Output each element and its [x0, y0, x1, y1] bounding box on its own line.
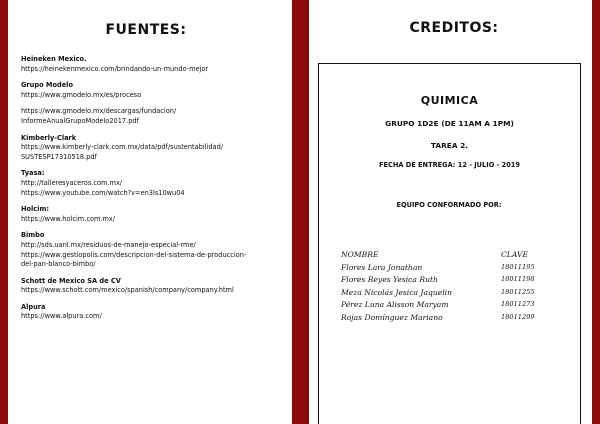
source-url: https://www.holcim.com.mx/ — [21, 214, 116, 223]
creditos-heading: CREDITOS: — [409, 20, 499, 36]
id-column-header: CLAVE — [501, 250, 528, 259]
source-entry — [21, 231, 289, 269]
member-row — [341, 263, 571, 276]
subject-title: QUIMICA — [420, 94, 479, 107]
team-label: EQUIPO CONFORMADO POR: — [396, 201, 502, 209]
source-name: Heineken Mexico. — [21, 55, 87, 63]
source-entry — [21, 205, 289, 224]
source-url: https://www.schott.com/mexico/spanish/company/company.html — [21, 286, 234, 295]
members-header — [341, 250, 571, 263]
member-id: 18011255 — [501, 287, 535, 296]
member-row — [341, 288, 571, 301]
source-entry — [21, 277, 289, 296]
member-id: 18011195 — [501, 262, 535, 271]
credits-card — [318, 63, 581, 424]
delivery-date: FECHA DE ENTREGA: 12 - JULIO - 2019 — [379, 161, 520, 169]
members-table — [341, 250, 571, 326]
source-url: del-pan-blanco-bimbo/ — [21, 260, 96, 269]
member-name: Pérez Luna Alisson Maryam — [341, 300, 449, 310]
source-url: SUSTESP17310518.pdf — [21, 152, 97, 161]
member-id: 18011273 — [501, 300, 535, 309]
sources-list — [21, 55, 289, 329]
source-url: https://heinekenmexico.com/brindando-un-mundo-mejor — [21, 64, 209, 73]
source-entry — [21, 107, 289, 126]
source-entry — [21, 134, 289, 163]
source-url: https://www.gmodelo.mx/es/proceso — [21, 90, 142, 99]
source-url: https://www.kimberly-clark.com.mx/data/pdf/sustentabilidad/ — [21, 143, 223, 152]
source-name: Holcim: — [21, 205, 49, 214]
member-id: 18011198 — [501, 275, 535, 284]
source-url: http://talleresyaceros.com.mx/ — [21, 178, 123, 187]
source-url: http://sds.uanl.mx/residuos-de-manejo-especial-rme/ — [21, 240, 196, 249]
source-url: InformeAnualGrupoModelo2017.pdf — [21, 116, 139, 125]
task-line: TAREA 2. — [430, 141, 469, 150]
source-url: https://www.gmodelo.mx/descargas/fundacion/ — [21, 107, 177, 116]
source-name: Tyasa: — [21, 169, 45, 178]
source-url: https://www.alpura.com/ — [21, 312, 102, 321]
source-name: Schott de Mexico SA de CV — [21, 276, 121, 285]
source-entry — [21, 303, 289, 322]
member-name: Flores Lara Jonathan — [341, 262, 423, 272]
member-row — [341, 313, 571, 326]
source-entry — [21, 55, 289, 74]
member-name: Rojas Domínguez Mariano — [341, 312, 443, 322]
fuentes-heading: FUENTES: — [105, 22, 187, 38]
source-entry — [21, 169, 289, 198]
source-name: Grupo Modelo — [21, 81, 73, 90]
source-name: Bimbo — [21, 231, 45, 240]
member-row — [341, 300, 571, 313]
source-name: Alpura — [21, 302, 46, 311]
source-entry — [21, 81, 289, 100]
group-line: GRUPO 1D2E (DE 11AM A 1PM) — [385, 119, 514, 128]
member-id: 18011299 — [501, 312, 535, 321]
source-url: https://www.gestiopolis.com/descripcion-del-sistema-de-produccion- — [21, 250, 247, 259]
member-name: Flores Reyes Yesica Ruth — [341, 275, 438, 285]
member-row — [341, 275, 571, 288]
member-name: Meza Nicolás Jesica Jaquelin — [341, 287, 452, 297]
source-name: Kimberly-Clark — [21, 133, 77, 142]
source-url: https://www.youtube.com/watch?v=en3ls10wu04 — [21, 188, 185, 197]
name-column-header: NOMBRE — [341, 250, 379, 259]
